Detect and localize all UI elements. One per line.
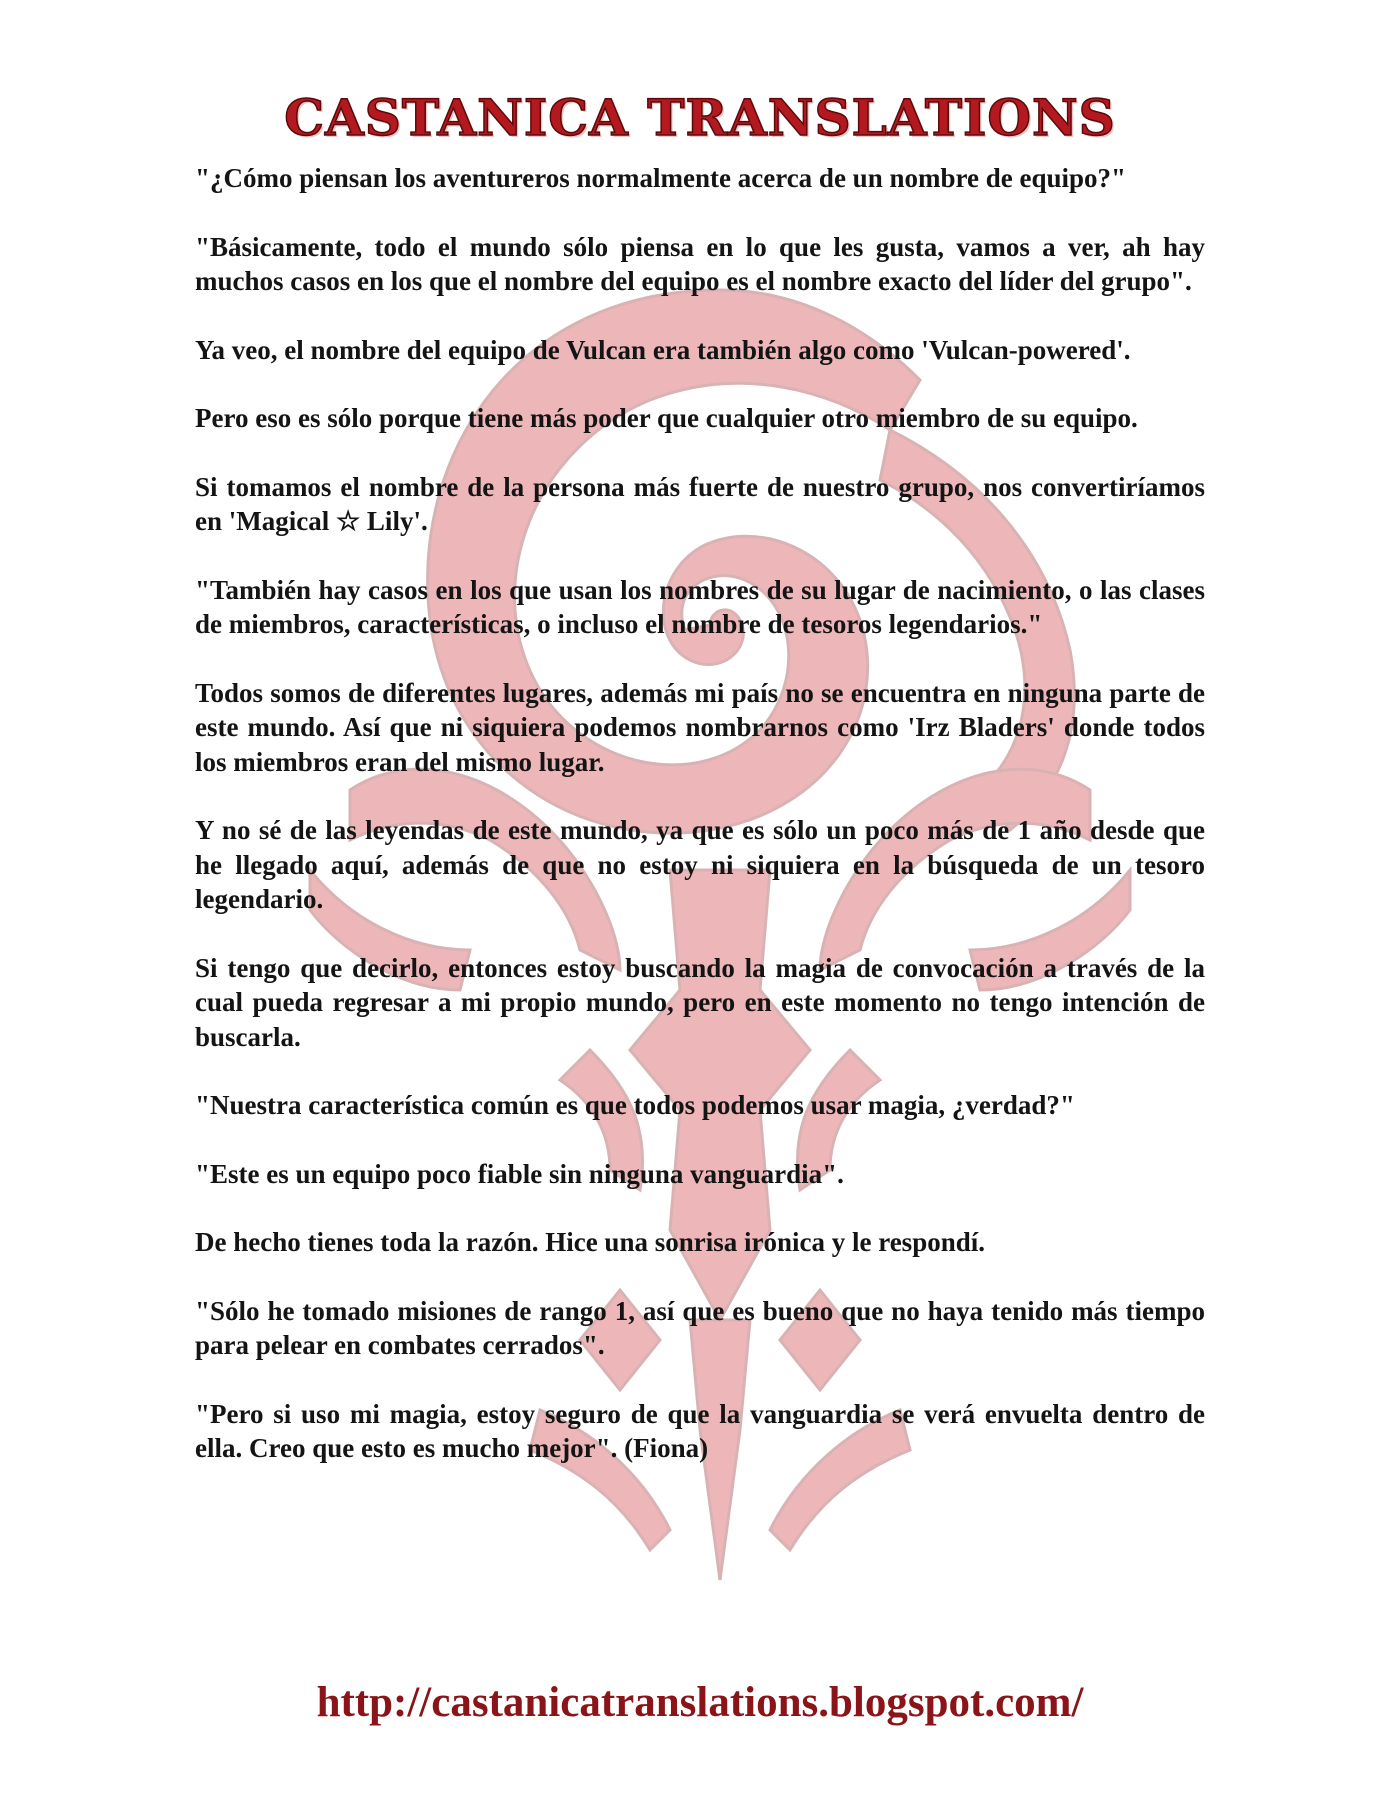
paragraph: "Pero si uso mi magia, estoy seguro de que la vanguardia se verá envuelta dentro de ella. Creo que esto es mucho mejor". (Fiona) xyxy=(195,1398,1205,1463)
paragraph: "También hay casos en los que usan los nombres de su lugar de nacimiento, o las clases de miembros, características, o incluso el nombre de tesoros legendarios." xyxy=(195,574,1205,639)
paragraph: De hecho tienes toda la razón. Hice una sonrisa irónica y le respondí. xyxy=(195,1227,985,1257)
paragraph: "Este es un equipo poco fiable sin ninguna vanguardia". xyxy=(195,1158,844,1189)
paragraph: Ya veo, el nombre del equipo de Vulcan era también algo como 'Vulcan-powered'. xyxy=(195,334,1131,365)
paragraph: Si tengo que decirlo, entonces estoy buscando la magia de convocación a través de la cual pueda regresar a mi propio mundo, pero en este momento no tengo intención de buscarla. xyxy=(195,952,1205,1052)
document-body xyxy=(195,161,1205,1500)
paragraph: Si tomamos el nombre de la persona más fuerte de nuestro grupo, nos convertiríamos en 'Magical ☆ Lily'. xyxy=(195,471,1205,536)
paragraph: Y no sé de las leyendas de este mundo, ya que es sólo un poco más de 1 año desde que he llegado aquí, además de que no estoy ni siquiera en la búsqueda de un tesoro legendario. xyxy=(195,815,1205,914)
paragraph: "¿Cómo piensan los aventureros normalmente acerca de un nombre de equipo?" xyxy=(195,163,1126,193)
paragraph: Pero eso es sólo porque tiene más poder que cualquier otro miembro de su equipo. xyxy=(195,403,1138,433)
page-title: CASTANICA TRANSLATIONS xyxy=(284,88,1116,147)
paragraph: Todos somos de diferentes lugares, además mi país no se encuentra en ninguna parte de este mundo. Así que ni siquiera podemos nombrarnos como 'Irz Bladers' donde todos los miembros eran del mismo lugar. xyxy=(195,677,1205,777)
paragraph: "Sólo he tomado misiones de rango 1, así que es bueno que no haya tenido más tiempo para pelear en combates cerrados". xyxy=(195,1295,1205,1360)
paragraph: "Nuestra característica común es que todos podemos usar magia, ¿verdad?" xyxy=(195,1090,1075,1120)
footer-link[interactable]: http://castanicatranslations.blogspot.com/ xyxy=(316,1679,1084,1726)
paragraph: "Básicamente, todo el mundo sólo piensa en lo que les gusta, vamos a ver, ah hay muchos casos en los que el nombre del equipo es el nombre exacto del líder del grupo". xyxy=(195,231,1205,296)
